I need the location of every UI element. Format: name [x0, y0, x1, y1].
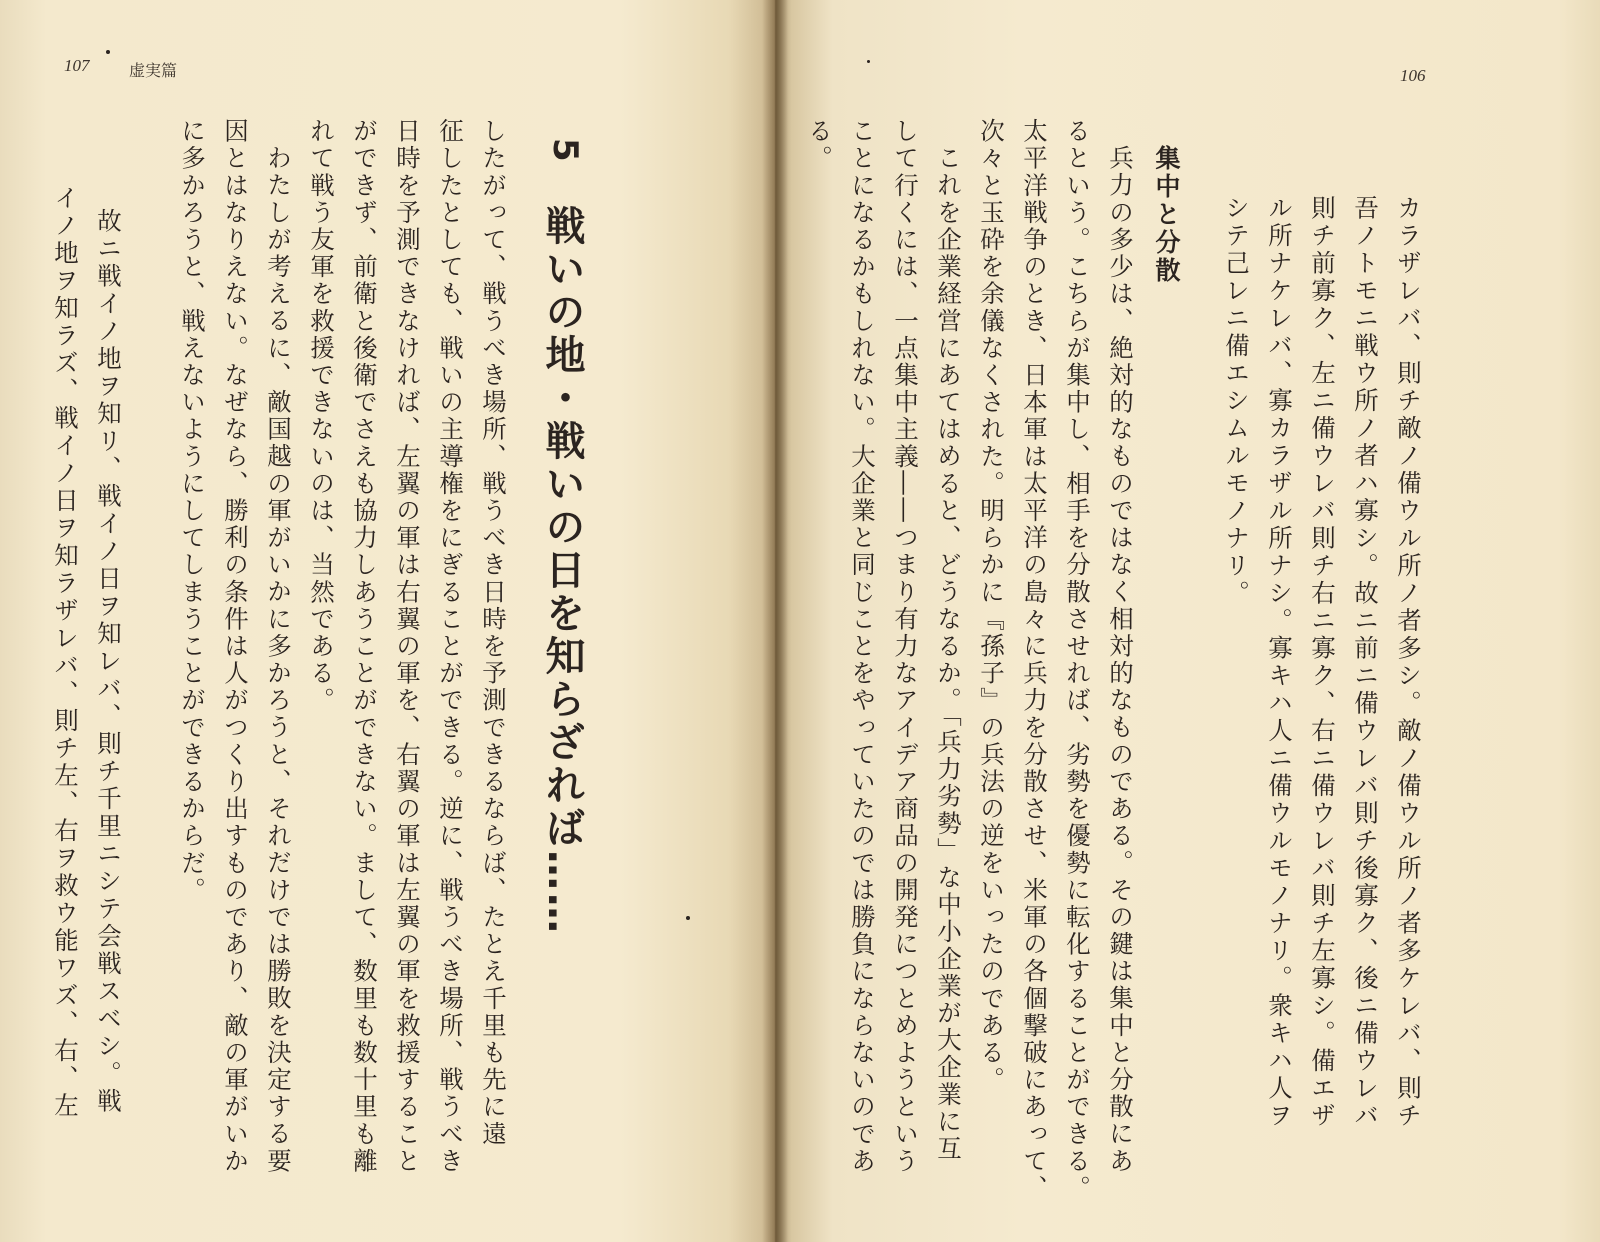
- left-body-line-7: 因とはなりえない。なぜなら、勝利の条件は人がつくり出すものであり、敵の軍がいか: [221, 118, 250, 1175]
- left-body-line-5: れて戦う友軍を救援できないのは、当然である。: [307, 118, 336, 715]
- left-quote-line-1: 故ニ戦イノ地ヲ知リ、戦イノ日ヲ知レバ、則チ千里ニシテ会戦スベシ。戦: [94, 208, 123, 1116]
- left-body-line-2: 征したとしても、戦いの主導権をにぎることができる。逆に、戦うべき場所、戦うべき: [436, 118, 465, 1175]
- right-body-line-4: 次々と玉砕を余儀なくされた。明らかに『孫子』の兵法の逆をいったのである。: [977, 118, 1006, 1094]
- right-body-line-5: これを企業経営にあてはめると、どうなるか。「兵力劣勢」な中小企業が大企業に互: [934, 145, 963, 1163]
- right-body-line-8: る。: [805, 118, 834, 173]
- section-title: 戦いの地・戦いの日を知らざれば……: [539, 205, 585, 936]
- left-body-line-3: 日時を予測できなければ、左翼の軍は右翼の軍を、右翼の軍は左翼の軍を救援すること: [393, 118, 422, 1175]
- right-quote-line-5: シテ己レニ備エシムルモノナリ。: [1222, 195, 1251, 608]
- print-speck: [686, 916, 690, 920]
- left-body-line-6: わたしが考えるに、敵国越の軍がいかに多かろうと、それだけでは勝敗を決定する要: [264, 145, 293, 1175]
- left-body-line-1: したがって、戦うべき場所、戦うべき日時を予測できるならば、たとえ千里も先に遠: [479, 118, 508, 1148]
- left-body-line-4: ができず、前衛と後衛でさえも協力しあうことができない。まして、数里も数十里も離: [350, 118, 379, 1175]
- section-number: 5: [545, 138, 585, 168]
- right-quote-line-3: 則チ前寡ク、左ニ備ウレバ則チ右ニ寡ク、右ニ備ウレバ則チ左寡シ。備エザ: [1308, 195, 1337, 1130]
- right-body-line-2: るという。こちらが集中し、相手を分散させれば、劣勢を優勢に転化することができる。: [1063, 118, 1092, 1202]
- print-speck: [106, 50, 110, 54]
- right-body-line-1: 兵力の多少は、絶対的なものではなく相対的なものである。その鍵は集中と分散にあ: [1106, 145, 1135, 1175]
- print-speck: [867, 60, 870, 63]
- book-gutter: [762, 0, 788, 1242]
- page-number-left: 107: [64, 56, 90, 75]
- right-body-line-6: して行くには、一点集中主義――つまり有力なアイデア商品の開発につとめようという: [891, 118, 920, 1175]
- left-body-line-8: に多かろうと、戦えないようにしてしまうことができるからだ。: [178, 118, 207, 904]
- right-page: [775, 0, 1600, 1242]
- running-head: 虚実篇: [129, 61, 178, 80]
- right-quote-line-4: ル所ナケレバ、寡カラザル所ナシ。寡キハ人ニ備ウルモノナリ。衆キハ人ヲ: [1265, 195, 1294, 1130]
- left-quote-line-2: イノ地ヲ知ラズ、戦イノ日ヲ知ラザレバ、則チ左、右ヲ救ウ能ワズ、右、左: [51, 185, 80, 1120]
- subheading: 集中と分散: [1152, 145, 1181, 285]
- right-quote-line-1: カラザレバ、則チ敵ノ備ウル所ノ者多シ。敵ノ備ウル所ノ者多ケレバ、則チ: [1394, 195, 1423, 1130]
- page-number-right: 106: [1400, 66, 1426, 85]
- right-body-line-3: 太平洋戦争のとき、日本軍は太平洋の島々に兵力を分散させ、米軍の各個撃破にあって、: [1020, 118, 1049, 1202]
- right-body-line-7: ことになるかもしれない。大企業と同じことをやっていたのでは勝負にならないのであ: [848, 118, 877, 1175]
- left-page: [0, 0, 775, 1242]
- right-quote-line-2: 吾ノトモニ戦ウ所ノ者ハ寡シ。故ニ前ニ備ウレバ則チ後寡ク、後ニ備ウレバ: [1351, 195, 1380, 1130]
